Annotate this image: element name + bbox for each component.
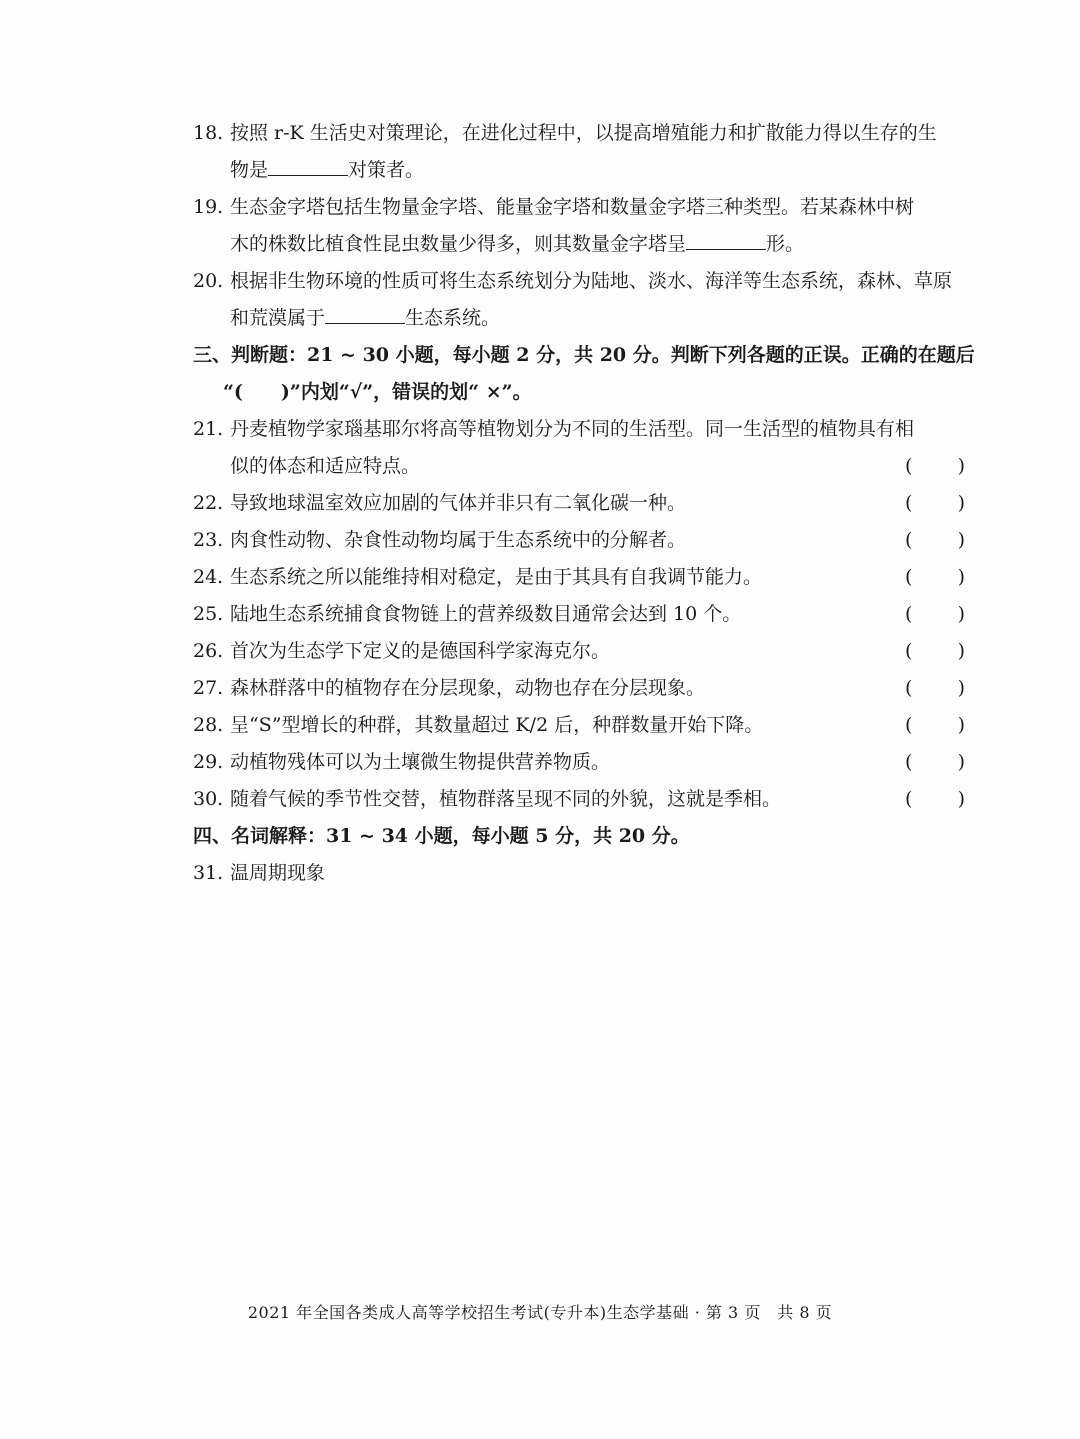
question-text: 导致地球温室效应加剧的气体并非只有二氧化碳一种。 [230, 492, 687, 514]
question-number: 30. [193, 788, 224, 810]
answer-blank[interactable] [325, 304, 405, 324]
open-paren: ( [905, 788, 913, 810]
question-text: 木的株数比植食性昆虫数量少得多，则其数量金字塔呈 [230, 233, 687, 255]
answer-parentheses[interactable] [905, 707, 965, 744]
section-heading-line: “( )”内划“√”，错误的划“ ×”。 [223, 381, 532, 403]
question-text: 物是 [230, 159, 269, 181]
question-text: 和荒漠属于 [230, 307, 326, 329]
question-28 [193, 707, 973, 744]
question-20 [193, 263, 973, 337]
close-paren: ) [957, 677, 965, 699]
question-number: 25. [193, 603, 224, 625]
question-number: 18. [193, 122, 224, 144]
question-text: 丹麦植物学家瑙基耶尔将高等植物划分为不同的生活型。同一生活型的植物具有相 [230, 418, 915, 440]
answer-blank[interactable] [268, 156, 348, 176]
question-text: 随着气候的季节性交替，植物群落呈现不同的外貌，这就是季相。 [230, 788, 782, 810]
answer-parentheses[interactable] [905, 596, 965, 633]
question-text: 陆地生态系统捕食食物链上的营养级数目通常会达到 10 个。 [230, 603, 742, 625]
open-paren: ( [905, 714, 913, 736]
answer-blank[interactable] [686, 230, 766, 250]
question-23 [193, 522, 973, 559]
question-text: 根据非生物环境的性质可将生态系统划分为陆地、淡水、海洋等生态系统，森林、草原 [230, 270, 953, 292]
question-number: 23. [193, 529, 224, 551]
section-4-heading [193, 818, 973, 855]
question-text: 温周期现象 [230, 862, 326, 884]
open-paren: ( [905, 455, 913, 477]
question-text: 森林群落中的植物存在分层现象，动物也存在分层现象。 [230, 677, 706, 699]
close-paren: ) [957, 788, 965, 810]
open-paren: ( [905, 529, 913, 551]
close-paren: ) [957, 566, 965, 588]
question-31 [193, 855, 973, 892]
question-text: 动植物残体可以为土壤微生物提供营养物质。 [230, 751, 611, 773]
page-footer: 2021 年全国各类成人高等学校招生考试(专升本)生态学基础 · 第 3 页 共 8 页 [247, 1303, 833, 1322]
question-text: 生态系统。 [405, 307, 501, 329]
answer-parentheses[interactable] [905, 670, 965, 707]
answer-parentheses[interactable] [905, 633, 965, 670]
answer-parentheses[interactable] [905, 781, 965, 818]
question-number: 27. [193, 677, 224, 699]
open-paren: ( [905, 492, 913, 514]
close-paren: ) [957, 751, 965, 773]
close-paren: ) [957, 640, 965, 662]
question-text: 对策者。 [348, 159, 425, 181]
close-paren: ) [957, 714, 965, 736]
answer-parentheses[interactable] [905, 744, 965, 781]
question-number: 28. [193, 714, 224, 736]
open-paren: ( [905, 640, 913, 662]
answer-parentheses[interactable] [905, 559, 965, 596]
answer-parentheses[interactable] [905, 485, 965, 522]
question-text: 形。 [766, 233, 805, 255]
question-30 [193, 781, 973, 818]
section-heading-line: 四、名词解释：31 ~ 34 小题，每小题 5 分，共 20 分。 [193, 825, 690, 847]
question-number: 26. [193, 640, 224, 662]
section-3-heading [193, 337, 973, 411]
question-22 [193, 485, 973, 522]
answer-parentheses[interactable] [905, 522, 965, 559]
question-21 [193, 411, 973, 485]
question-18 [193, 115, 973, 189]
close-paren: ) [957, 603, 965, 625]
section-heading-line: 三、判断题：21 ~ 30 小题，每小题 2 分，共 20 分。判断下列各题的正误。正确的在题后 [193, 344, 975, 366]
question-26 [193, 633, 973, 670]
answer-parentheses[interactable] [905, 448, 965, 485]
open-paren: ( [905, 603, 913, 625]
question-text: 首次为生态学下定义的是德国科学家海克尔。 [230, 640, 611, 662]
question-number: 21. [193, 418, 224, 440]
open-paren: ( [905, 677, 913, 699]
close-paren: ) [957, 455, 965, 477]
question-text: 生态系统之所以能维持相对稳定，是由于其具有自我调节能力。 [230, 566, 763, 588]
question-27 [193, 670, 973, 707]
question-19 [193, 189, 973, 263]
close-paren: ) [957, 529, 965, 551]
question-number: 24. [193, 566, 224, 588]
question-number: 20. [193, 270, 224, 292]
question-24 [193, 559, 973, 596]
question-number: 31. [193, 862, 224, 884]
question-number: 22. [193, 492, 224, 514]
question-text: 按照 r-K 生活史对策理论，在进化过程中，以提高增殖能力和扩散能力得以生存的生 [230, 122, 937, 144]
question-25 [193, 596, 973, 633]
open-paren: ( [905, 566, 913, 588]
close-paren: ) [957, 492, 965, 514]
open-paren: ( [905, 751, 913, 773]
question-number: 29. [193, 751, 224, 773]
question-29 [193, 744, 973, 781]
question-text: 生态金字塔包括生物量金字塔、能量金字塔和数量金字塔三种类型。若某森林中树 [230, 196, 915, 218]
question-number: 19. [193, 196, 224, 218]
question-text: 呈“S”型增长的种群，其数量超过 K/2 后，种群数量开始下降。 [230, 714, 764, 736]
question-text: 肉食性动物、杂食性动物均属于生态系统中的分解者。 [230, 529, 687, 551]
question-text: 似的体态和适应特点。 [230, 455, 421, 477]
